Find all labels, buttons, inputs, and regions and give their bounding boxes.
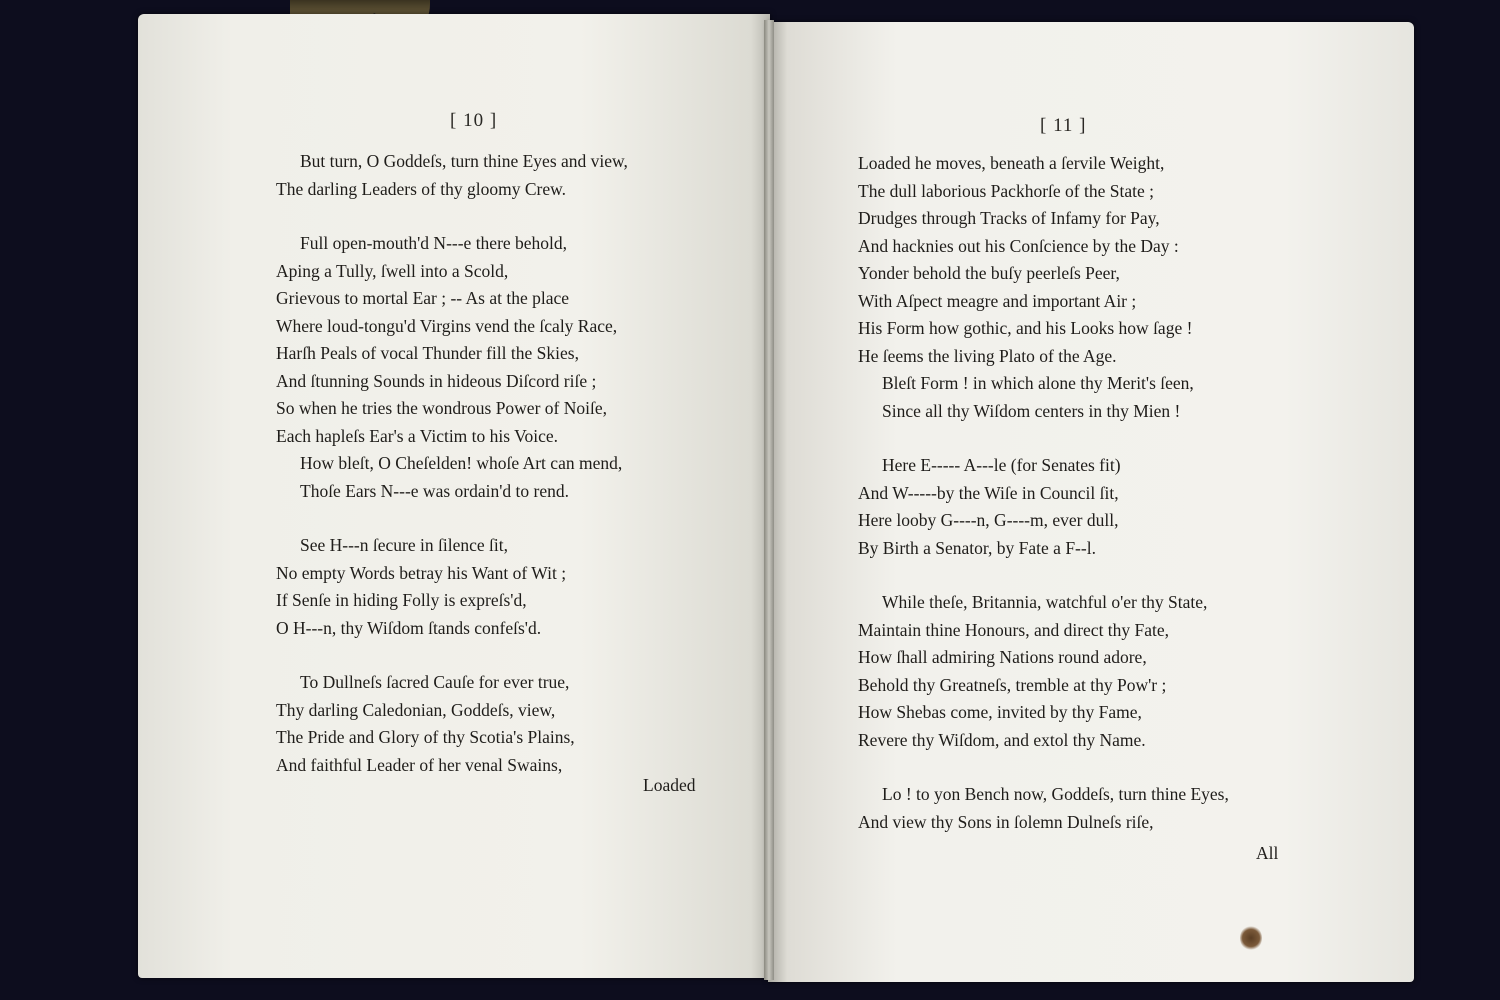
verse-line: Here E----- A---le (for Senates fit) (882, 455, 1121, 475)
stanza-break (276, 505, 716, 532)
verse-line: And faithful Leader of her venal Swains, (276, 754, 563, 775)
verse-line: Grievous to mortal Ear ; -- As at the place (276, 288, 570, 308)
stanza-break (858, 562, 1288, 589)
verse-line: Loaded he moves, beneath a ſervile Weight, (858, 153, 1165, 173)
verse-line: Each hapleſs Ear's a Victim to his Voice. (276, 425, 559, 446)
verse-line: And ſtunning Sounds in hideous Diſcord riſe ; (276, 370, 597, 391)
verse-line: So when he tries the wondrous Power of Noiſe, (276, 398, 607, 418)
verse-line: Aping a Tully, ſwell into a Scold, (276, 260, 509, 281)
verse-line: By Birth a Senator, by Fate a F--l. (858, 537, 1096, 558)
right-catchword: All (1256, 843, 1279, 863)
left-catchword: Loaded (643, 775, 696, 795)
verse-line: The Pride and Glory of thy Scotia's Plains, (276, 727, 575, 747)
left-page-text (276, 148, 716, 779)
book-gutter (764, 20, 774, 980)
verse-line: With Aſpect meagre and important Air ; (858, 290, 1137, 311)
verse-line: Full open-mouth'd N---e there behold, (300, 233, 568, 253)
verse-line: How ſhall admiring Nations round adore, (858, 647, 1147, 667)
verse-line: And view thy Sons in ſolemn Dulneſs riſe, (858, 811, 1154, 832)
verse-line: And W-----by the Wiſe in Council ſit, (858, 482, 1119, 503)
verse-line: The dull laborious Packhorſe of the State ; (858, 180, 1154, 201)
verse-line: Here looby G----n, G----m, ever dull, (858, 510, 1119, 530)
verse-line: How bleſt, O Cheſelden! whoſe Art can mend, (300, 453, 623, 473)
stanza-break (276, 642, 716, 669)
left-page-number: [ 10 ] (450, 110, 498, 131)
verse-line: O H---n, thy Wiſdom ſtands confeſs'd. (276, 617, 542, 638)
stanza-break (858, 425, 1288, 452)
stanza-break (858, 754, 1288, 781)
verse-line: Thoſe Ears N---e was ordain'd to rend. (300, 480, 569, 501)
verse-line: While theſe, Britannia, watchful o'er thy State, (882, 592, 1208, 612)
verse-line: Bleſt Form ! in which alone thy Merit's ſeen, (882, 373, 1194, 393)
verse-line: His Form how gothic, and his Looks how ſage ! (858, 318, 1193, 338)
verse-line: Maintain thine Honours, and direct thy Fate, (858, 619, 1170, 640)
ink-stain (1240, 925, 1262, 951)
verse-line: No empty Words betray his Want of Wit ; (276, 562, 567, 583)
verse-line: Drudges through Tracks of Infamy for Pay, (858, 208, 1160, 228)
verse-line: He ſeems the living Plato of the Age. (858, 345, 1117, 366)
verse-line: If Senſe in hiding Folly is expreſs'd, (276, 590, 527, 610)
verse-line: Since all thy Wiſdom centers in thy Mien ! (882, 400, 1181, 421)
right-page-text (858, 150, 1288, 836)
verse-line: Thy darling Caledonian, Goddeſs, view, (276, 699, 556, 720)
stanza-break (276, 203, 716, 230)
right-page-number: [ 11 ] (1040, 115, 1087, 136)
verse-line: How Shebas come, invited by thy Fame, (858, 702, 1142, 722)
verse-line: To Dullneſs ſacred Cauſe for ever true, (300, 672, 570, 692)
verse-line: But turn, O Goddeſs, turn thine Eyes and view, (300, 151, 628, 171)
verse-line: Yonder behold the buſy peerleſs Peer, (858, 263, 1120, 283)
verse-line: Where loud-tongu'd Virgins vend the ſcaly Race, (276, 315, 618, 336)
verse-line: And hacknies out his Conſcience by the Day : (858, 235, 1179, 256)
verse-line: Revere thy Wiſdom, and extol thy Name. (858, 729, 1146, 750)
verse-line: Behold thy Greatneſs, tremble at thy Pow'r ; (858, 674, 1167, 695)
verse-line: Harſh Peals of vocal Thunder fill the Skies, (276, 343, 579, 363)
verse-line: See H---n ſecure in ſilence ſit, (300, 535, 508, 555)
verse-line: The darling Leaders of thy gloomy Crew. (276, 178, 566, 199)
verse-line: Lo ! to yon Bench now, Goddeſs, turn thine Eyes, (882, 784, 1229, 804)
